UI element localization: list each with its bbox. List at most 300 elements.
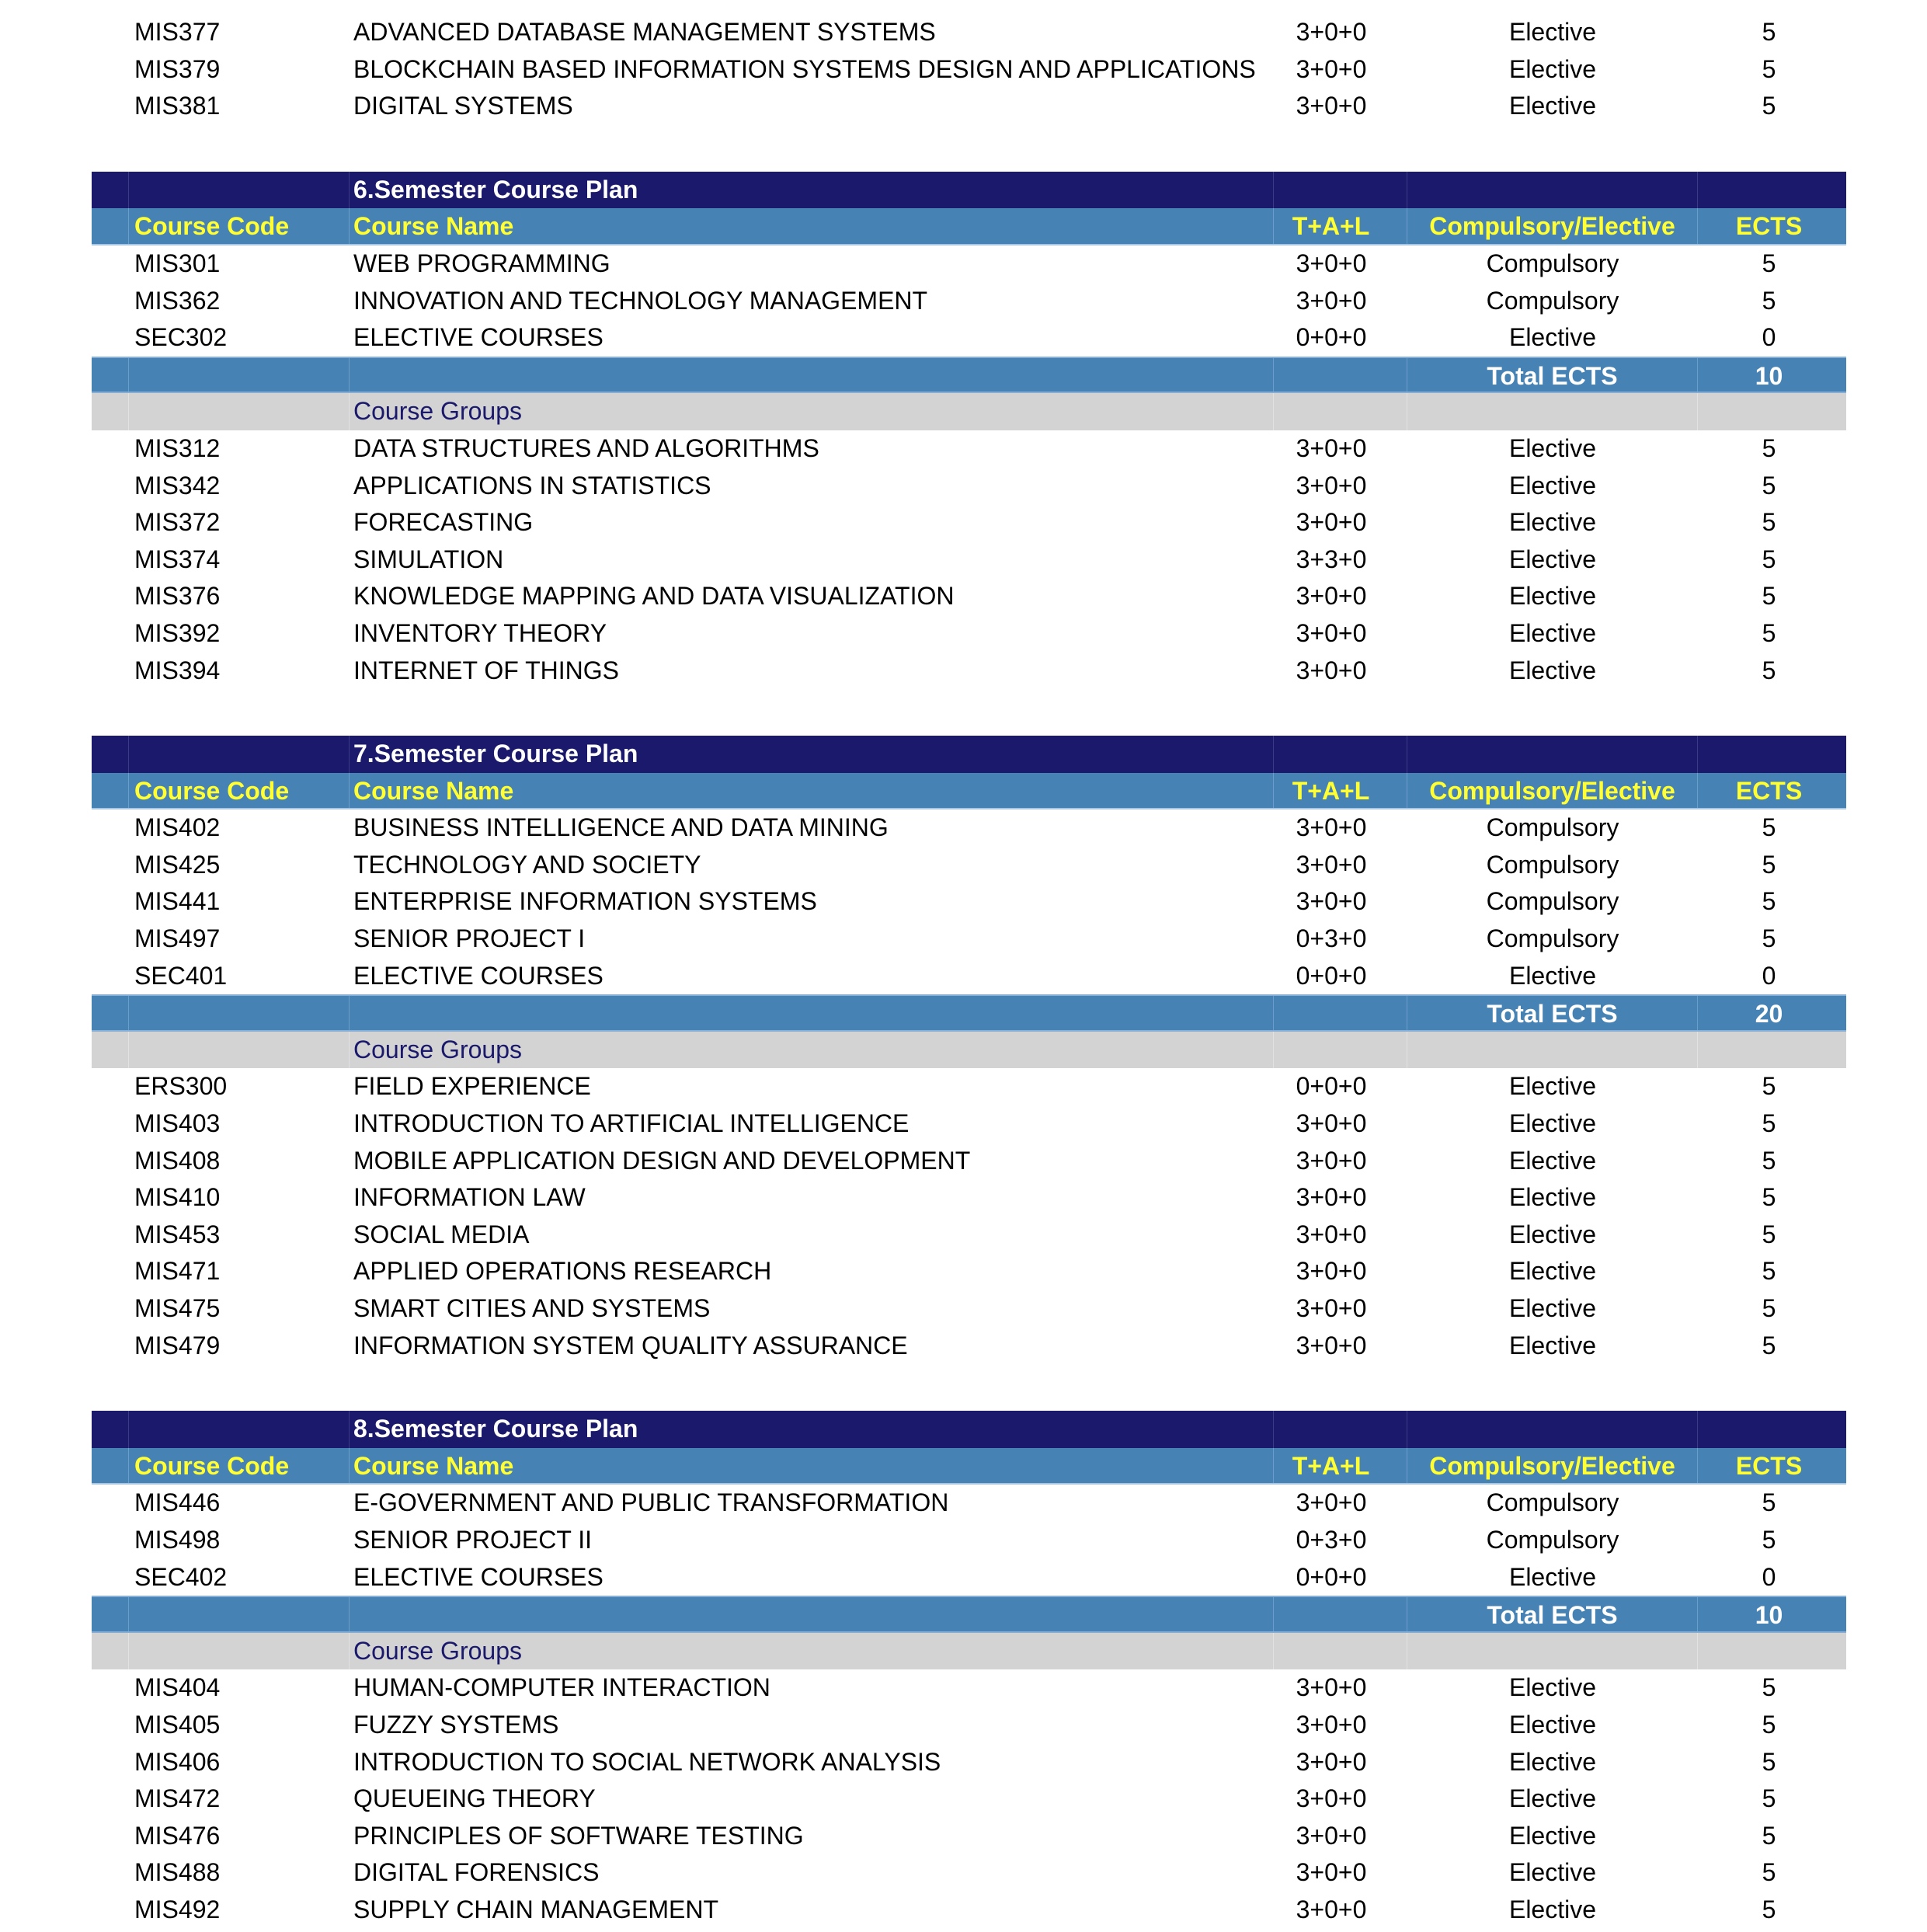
- course-tal: 3+0+0: [1296, 1784, 1367, 1813]
- header-tal: T+A+L: [1274, 773, 1407, 809]
- course-type: Elective: [1508, 1858, 1597, 1887]
- course-tal: 3+0+0: [1296, 618, 1367, 647]
- course-name: SENIOR PROJECT II: [353, 1525, 593, 1554]
- course-name: QUEUEING THEORY: [353, 1784, 596, 1813]
- course-tal: 3+0+0: [1296, 286, 1367, 315]
- course-ects: 5: [1762, 1784, 1776, 1813]
- total-empty-cell: [350, 358, 1274, 392]
- course-name: HUMAN-COMPUTER INTERACTION: [353, 1673, 770, 1702]
- course-code: MIS381: [134, 92, 221, 120]
- row-spacer-cell: [92, 1522, 129, 1559]
- groups-empty-cell: [1698, 1633, 1846, 1670]
- course-row: [92, 1105, 1846, 1143]
- row-spacer-cell: [92, 809, 129, 847]
- course-ects: 5: [1762, 1109, 1776, 1138]
- course-type: Elective: [1508, 508, 1597, 537]
- course-code: MIS410: [134, 1183, 221, 1212]
- course-code: MIS406: [134, 1747, 221, 1776]
- title-spacer-cell: [92, 736, 129, 773]
- column-header-row: [92, 208, 1846, 245]
- row-spacer-cell: [92, 1328, 129, 1365]
- course-ects: 5: [1762, 54, 1776, 83]
- course-row: [92, 1818, 1846, 1855]
- course-groups-label: Course Groups: [350, 1633, 1274, 1670]
- total-spacer-cell: [92, 1597, 129, 1631]
- course-tal: 3+0+0: [1296, 1895, 1367, 1923]
- elective-course-groups: [92, 1669, 1846, 1928]
- row-spacer-cell: [92, 88, 129, 125]
- course-type: Elective: [1508, 1146, 1597, 1175]
- row-spacer-cell: [92, 1669, 129, 1707]
- course-code: MIS498: [134, 1525, 221, 1554]
- row-spacer-cell: [92, 1892, 129, 1929]
- course-ects: 5: [1762, 286, 1776, 315]
- course-ects: 5: [1762, 1710, 1776, 1739]
- section-spacer: [92, 689, 1846, 736]
- course-row: [92, 14, 1846, 51]
- title-empty-cell: [1407, 1411, 1698, 1448]
- course-ects: 5: [1762, 924, 1776, 953]
- header-course-code: Course Code: [129, 208, 350, 244]
- course-type: Elective: [1508, 1072, 1597, 1101]
- course-type: Elective: [1508, 323, 1597, 352]
- course-name: ELECTIVE COURSES: [353, 1562, 603, 1591]
- course-tal: 3+0+0: [1296, 1488, 1367, 1517]
- course-type: Elective: [1508, 1331, 1597, 1359]
- semester-title: 7.Semester Course Plan: [350, 736, 1274, 773]
- header-tal: T+A+L: [1274, 1448, 1407, 1484]
- course-name: ELECTIVE COURSES: [353, 961, 603, 990]
- groups-empty-cell: [1407, 393, 1698, 430]
- course-row: [92, 883, 1846, 921]
- title-spacer-cell: [92, 172, 129, 209]
- course-row: [92, 88, 1846, 125]
- row-spacer-cell: [92, 1253, 129, 1290]
- course-groups-label: Course Groups: [350, 1032, 1274, 1069]
- course-tal: 0+3+0: [1296, 924, 1367, 953]
- course-type: Elective: [1508, 961, 1597, 990]
- course-tal: 3+3+0: [1296, 545, 1367, 573]
- header-course-code: Course Code: [129, 773, 350, 809]
- title-empty-cell: [1407, 172, 1698, 209]
- course-type: Elective: [1508, 1294, 1597, 1322]
- course-row: [92, 809, 1846, 847]
- course-tal: 3+0+0: [1296, 92, 1367, 120]
- course-code: MIS441: [134, 887, 221, 916]
- course-tal: 0+0+0: [1296, 1562, 1367, 1591]
- section-spacer: [92, 1364, 1846, 1411]
- course-code: MIS405: [134, 1710, 221, 1739]
- groups-empty-cell: [129, 1633, 350, 1670]
- course-tal: 3+0+0: [1296, 1710, 1367, 1739]
- groups-spacer-cell: [92, 1032, 129, 1069]
- course-ects: 5: [1762, 813, 1776, 842]
- course-ects: 0: [1762, 323, 1776, 352]
- header-course-name: Course Name: [350, 208, 1274, 244]
- course-name: TECHNOLOGY AND SOCIETY: [353, 850, 701, 879]
- elective-course-groups: [92, 430, 1846, 689]
- course-name: FUZZY SYSTEMS: [353, 1710, 559, 1739]
- course-ects: 5: [1762, 582, 1776, 611]
- course-ects: 0: [1762, 1562, 1776, 1591]
- row-spacer-cell: [92, 1781, 129, 1818]
- course-code: MIS376: [134, 582, 221, 611]
- semester-title-row: [92, 1411, 1846, 1448]
- course-row: [92, 504, 1846, 541]
- course-code: SEC401: [134, 961, 228, 990]
- title-empty-cell: [1274, 736, 1407, 773]
- course-row: [92, 1744, 1846, 1781]
- title-empty-cell: [129, 172, 350, 209]
- row-spacer-cell: [92, 883, 129, 921]
- course-name: INTRODUCTION TO ARTIFICIAL INTELLIGENCE: [353, 1109, 910, 1138]
- total-empty-cell: [350, 996, 1274, 1030]
- course-row: [92, 1854, 1846, 1892]
- course-code: MIS453: [134, 1220, 221, 1248]
- course-tal: 3+0+0: [1296, 18, 1367, 46]
- header-compulsory-elective: Compulsory/Elective: [1407, 208, 1698, 244]
- course-type: Compulsory: [1486, 850, 1619, 879]
- total-ects-label: Total ECTS: [1407, 996, 1698, 1030]
- course-row: [92, 615, 1846, 653]
- total-empty-cell: [1274, 358, 1407, 392]
- course-tal: 3+0+0: [1296, 656, 1367, 684]
- course-ects: 5: [1762, 1257, 1776, 1286]
- course-row: [92, 1781, 1846, 1818]
- column-header-row: [92, 1448, 1846, 1485]
- course-code: MIS374: [134, 545, 221, 573]
- course-type: Elective: [1508, 582, 1597, 611]
- course-tal: 3+0+0: [1296, 1747, 1367, 1776]
- course-code: MIS342: [134, 471, 221, 500]
- total-spacer-cell: [92, 358, 129, 392]
- course-code: MIS492: [134, 1895, 221, 1923]
- course-type: Compulsory: [1486, 924, 1619, 953]
- header-spacer-cell: [92, 208, 129, 244]
- course-ects: 5: [1762, 92, 1776, 120]
- course-tal: 3+0+0: [1296, 582, 1367, 611]
- course-ects: 5: [1762, 1858, 1776, 1887]
- course-row: [92, 1522, 1846, 1559]
- total-ects-row: [92, 994, 1846, 1032]
- header-compulsory-elective: Compulsory/Elective: [1407, 773, 1698, 809]
- course-type: Elective: [1508, 1673, 1597, 1702]
- course-tal: 3+0+0: [1296, 1673, 1367, 1702]
- course-code: MIS404: [134, 1673, 221, 1702]
- course-code: ERS300: [134, 1072, 228, 1101]
- course-ects: 5: [1762, 1331, 1776, 1359]
- compulsory-courses: [92, 809, 1846, 994]
- course-code: MIS425: [134, 850, 221, 879]
- course-type: Elective: [1508, 433, 1597, 462]
- course-code: MIS488: [134, 1858, 221, 1887]
- course-tal: 3+0+0: [1296, 1257, 1367, 1286]
- header-course-name: Course Name: [350, 1448, 1274, 1484]
- course-code: MIS408: [134, 1146, 221, 1175]
- course-ects: 5: [1762, 1183, 1776, 1212]
- course-ects: 5: [1762, 1821, 1776, 1850]
- course-type: Elective: [1508, 1562, 1597, 1591]
- semester-section: [92, 125, 1846, 689]
- row-spacer-cell: [92, 578, 129, 615]
- course-row: [92, 430, 1846, 468]
- groups-empty-cell: [1407, 1032, 1698, 1069]
- course-row: [92, 1253, 1846, 1290]
- row-spacer-cell: [92, 1854, 129, 1892]
- course-ects: 5: [1762, 433, 1776, 462]
- course-ects: 5: [1762, 1146, 1776, 1175]
- row-spacer-cell: [92, 319, 129, 357]
- top-spacer: [92, 0, 1846, 14]
- course-code: MIS446: [134, 1488, 221, 1517]
- title-empty-cell: [1698, 1411, 1846, 1448]
- course-code: MIS392: [134, 618, 221, 647]
- row-spacer-cell: [92, 1290, 129, 1328]
- title-empty-cell: [1407, 736, 1698, 773]
- course-code: SEC402: [134, 1562, 228, 1591]
- course-type: Elective: [1508, 545, 1597, 573]
- header-course-name: Course Name: [350, 773, 1274, 809]
- row-spacer-cell: [92, 430, 129, 468]
- title-empty-cell: [1698, 736, 1846, 773]
- course-row: [92, 1290, 1846, 1328]
- course-ects: 5: [1762, 18, 1776, 46]
- course-type: Compulsory: [1486, 887, 1619, 916]
- course-type: Elective: [1508, 1109, 1597, 1138]
- course-type: Elective: [1508, 1821, 1597, 1850]
- course-tal: 3+0+0: [1296, 433, 1367, 462]
- course-type: Elective: [1508, 92, 1597, 120]
- course-groups-label: Course Groups: [350, 393, 1274, 430]
- total-ects-label: Total ECTS: [1407, 1597, 1698, 1631]
- semester-title: 8.Semester Course Plan: [350, 1411, 1274, 1448]
- course-code: MIS301: [134, 249, 221, 277]
- course-name: INTERNET OF THINGS: [353, 656, 619, 684]
- course-ects: 5: [1762, 850, 1776, 879]
- row-spacer-cell: [92, 958, 129, 995]
- course-tal: 3+0+0: [1296, 850, 1367, 879]
- course-ects: 5: [1762, 656, 1776, 684]
- course-name: INTRODUCTION TO SOCIAL NETWORK ANALYSIS: [353, 1747, 941, 1776]
- course-type: Compulsory: [1486, 1525, 1619, 1554]
- course-row: [92, 1068, 1846, 1105]
- course-code: MIS377: [134, 18, 221, 46]
- course-code: MIS475: [134, 1294, 221, 1322]
- course-row: [92, 847, 1846, 884]
- header-ects: ECTS: [1735, 212, 1803, 241]
- row-spacer-cell: [92, 1068, 129, 1105]
- course-ects: 5: [1762, 1220, 1776, 1248]
- course-name: BLOCKCHAIN BASED INFORMATION SYSTEMS DESIGN AND APPLICATIONS: [353, 54, 1256, 83]
- course-name: INNOVATION AND TECHNOLOGY MANAGEMENT: [353, 286, 928, 315]
- course-type: Elective: [1508, 1784, 1597, 1813]
- course-row: [92, 578, 1846, 615]
- course-row: [92, 245, 1846, 283]
- course-name: E-GOVERNMENT AND PUBLIC TRANSFORMATION: [353, 1488, 949, 1517]
- course-name: SIMULATION: [353, 545, 504, 573]
- course-code: MIS479: [134, 1331, 221, 1359]
- course-row: [92, 1485, 1846, 1522]
- total-empty-cell: [129, 1597, 350, 1631]
- course-ects: 5: [1762, 545, 1776, 573]
- total-ects-value: 10: [1755, 1601, 1783, 1630]
- course-type: Elective: [1508, 54, 1597, 83]
- course-row: [92, 1143, 1846, 1180]
- semester-section: [92, 689, 1846, 1364]
- course-tal: 3+0+0: [1296, 1858, 1367, 1887]
- course-name: INVENTORY THEORY: [353, 618, 607, 647]
- course-row: [92, 653, 1846, 690]
- course-row: [92, 319, 1846, 357]
- course-type: Elective: [1508, 471, 1597, 500]
- row-spacer-cell: [92, 1744, 129, 1781]
- course-name: INFORMATION LAW: [353, 1183, 586, 1212]
- course-name: APPLIED OPERATIONS RESEARCH: [353, 1257, 772, 1286]
- course-ects: 5: [1762, 1895, 1776, 1923]
- row-spacer-cell: [92, 504, 129, 541]
- total-empty-cell: [129, 358, 350, 392]
- groups-empty-cell: [1274, 393, 1407, 430]
- course-row: [92, 51, 1846, 89]
- row-spacer-cell: [92, 1707, 129, 1744]
- course-type: Elective: [1508, 1257, 1597, 1286]
- course-tal: 0+0+0: [1296, 323, 1367, 352]
- header-spacer-cell: [92, 773, 129, 809]
- course-name: APPLICATIONS IN STATISTICS: [353, 471, 711, 500]
- title-empty-cell: [1274, 172, 1407, 209]
- title-empty-cell: [129, 1411, 350, 1448]
- compulsory-courses: [92, 245, 1846, 357]
- course-ects: 5: [1762, 887, 1776, 916]
- course-code: MIS394: [134, 656, 221, 684]
- total-ects-value: 20: [1755, 1000, 1783, 1029]
- row-spacer-cell: [92, 14, 129, 51]
- course-plan-page: [92, 0, 1846, 1929]
- course-code: MIS497: [134, 924, 221, 953]
- course-row: [92, 1559, 1846, 1596]
- course-ects: 5: [1762, 471, 1776, 500]
- groups-empty-cell: [129, 1032, 350, 1069]
- course-ects: 5: [1762, 1072, 1776, 1101]
- row-spacer-cell: [92, 921, 129, 958]
- course-name: SOCIAL MEDIA: [353, 1220, 530, 1248]
- course-tal: 0+0+0: [1296, 961, 1367, 990]
- course-code: MIS312: [134, 433, 221, 462]
- course-row: [92, 1217, 1846, 1254]
- course-row: [92, 1328, 1846, 1365]
- course-name: KNOWLEDGE MAPPING AND DATA VISUALIZATION: [353, 582, 955, 611]
- course-code: MIS379: [134, 54, 221, 83]
- course-tal: 3+0+0: [1296, 1109, 1367, 1138]
- course-tal: 3+0+0: [1296, 1821, 1367, 1850]
- course-name: ENTERPRISE INFORMATION SYSTEMS: [353, 887, 817, 916]
- course-ects: 5: [1762, 1488, 1776, 1517]
- row-spacer-cell: [92, 541, 129, 579]
- course-type: Compulsory: [1486, 286, 1619, 315]
- header-ects: ECTS: [1735, 1451, 1803, 1480]
- course-type: Elective: [1508, 618, 1597, 647]
- groups-empty-cell: [1274, 1032, 1407, 1069]
- course-tal: 3+0+0: [1296, 249, 1367, 277]
- row-spacer-cell: [92, 1559, 129, 1596]
- elective-course-groups: [92, 1068, 1846, 1364]
- groups-empty-cell: [1274, 1633, 1407, 1670]
- row-spacer-cell: [92, 847, 129, 884]
- course-name: ADVANCED DATABASE MANAGEMENT SYSTEMS: [353, 18, 936, 46]
- course-name: WEB PROGRAMMING: [353, 249, 610, 277]
- row-spacer-cell: [92, 1217, 129, 1254]
- row-spacer-cell: [92, 1485, 129, 1522]
- compulsory-courses: [92, 1485, 1846, 1596]
- course-ects: 0: [1762, 961, 1776, 990]
- course-row: [92, 541, 1846, 579]
- course-name: SMART CITIES AND SYSTEMS: [353, 1294, 711, 1322]
- course-ects: 5: [1762, 508, 1776, 537]
- course-name: SUPPLY CHAIN MANAGEMENT: [353, 1895, 719, 1923]
- course-type: Elective: [1508, 1747, 1597, 1776]
- column-header-row: [92, 773, 1846, 810]
- total-empty-cell: [350, 1597, 1274, 1631]
- row-spacer-cell: [92, 51, 129, 89]
- course-type: Elective: [1508, 18, 1597, 46]
- row-spacer-cell: [92, 615, 129, 653]
- course-ects: 5: [1762, 249, 1776, 277]
- row-spacer-cell: [92, 468, 129, 505]
- course-code: MIS372: [134, 508, 221, 537]
- row-spacer-cell: [92, 1179, 129, 1217]
- groups-empty-cell: [1698, 393, 1846, 430]
- groups-empty-cell: [129, 393, 350, 430]
- course-tal: 3+0+0: [1296, 54, 1367, 83]
- course-row: [92, 468, 1846, 505]
- course-code: MIS402: [134, 813, 221, 842]
- course-name: PRINCIPLES OF SOFTWARE TESTING: [353, 1821, 804, 1850]
- groups-spacer-cell: [92, 1633, 129, 1670]
- course-row: [92, 1707, 1846, 1744]
- course-name: FORECASTING: [353, 508, 534, 537]
- course-name: ELECTIVE COURSES: [353, 323, 603, 352]
- row-spacer-cell: [92, 245, 129, 283]
- groups-spacer-cell: [92, 393, 129, 430]
- course-code: MIS476: [134, 1821, 221, 1850]
- course-row: [92, 921, 1846, 958]
- header-compulsory-elective: Compulsory/Elective: [1407, 1448, 1698, 1484]
- course-row: [92, 1892, 1846, 1929]
- course-groups-row: [92, 1633, 1846, 1670]
- course-type: Elective: [1508, 1895, 1597, 1923]
- total-empty-cell: [1274, 1597, 1407, 1631]
- row-spacer-cell: [92, 1105, 129, 1143]
- course-code: SEC302: [134, 323, 228, 352]
- course-name: BUSINESS INTELLIGENCE AND DATA MINING: [353, 813, 889, 842]
- course-type: Elective: [1508, 1183, 1597, 1212]
- title-empty-cell: [129, 736, 350, 773]
- course-type: Elective: [1508, 1710, 1597, 1739]
- course-ects: 5: [1762, 618, 1776, 647]
- groups-empty-cell: [1698, 1032, 1846, 1069]
- header-course-code: Course Code: [129, 1448, 350, 1484]
- course-tal: 3+0+0: [1296, 813, 1367, 842]
- course-type: Compulsory: [1486, 249, 1619, 277]
- course-type: Elective: [1508, 1220, 1597, 1248]
- course-ects: 5: [1762, 1673, 1776, 1702]
- title-spacer-cell: [92, 1411, 129, 1448]
- course-name: DIGITAL SYSTEMS: [353, 92, 573, 120]
- course-tal: 0+3+0: [1296, 1525, 1367, 1554]
- course-tal: 3+0+0: [1296, 1146, 1367, 1175]
- course-tal: 3+0+0: [1296, 1220, 1367, 1248]
- course-row: [92, 958, 1846, 995]
